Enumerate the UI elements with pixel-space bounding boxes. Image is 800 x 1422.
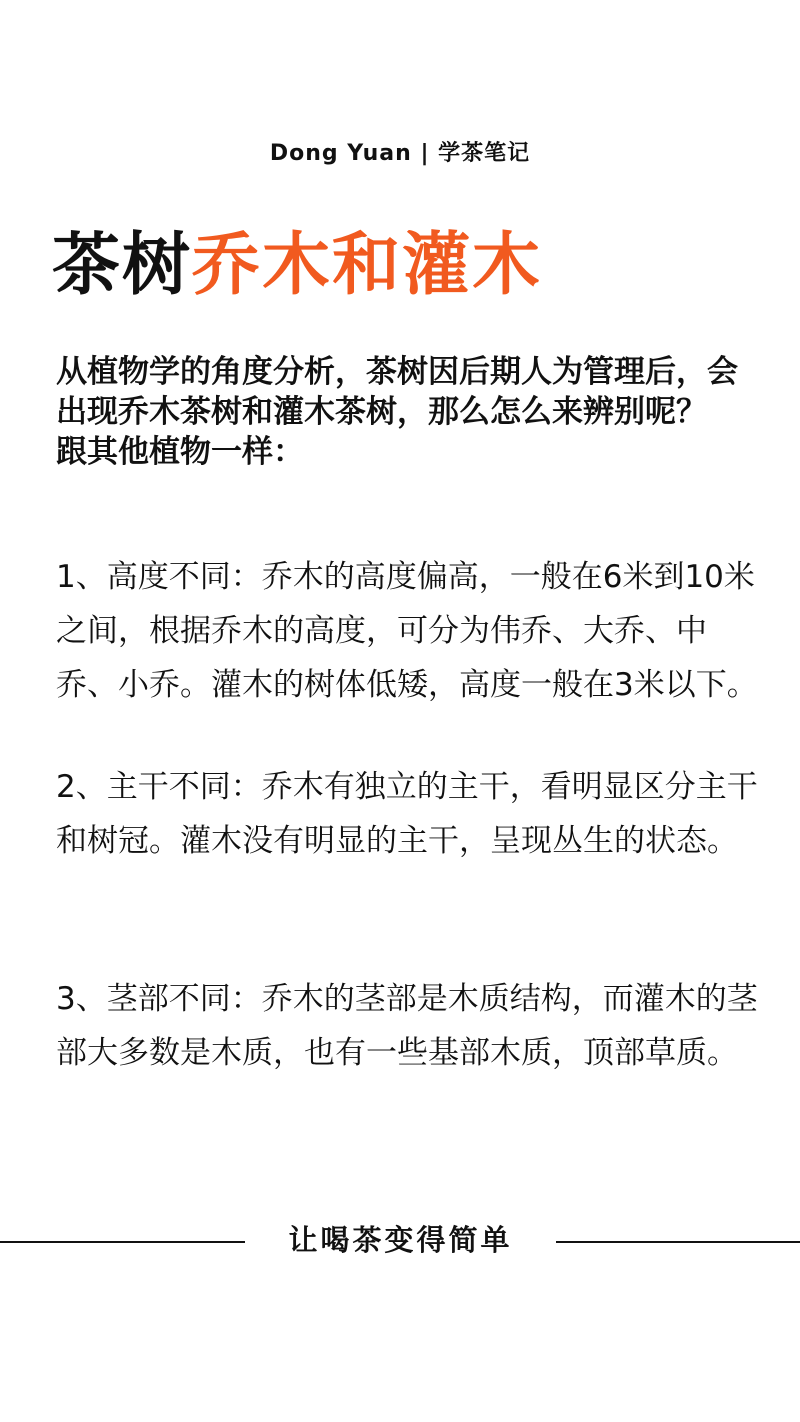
intro-paragraph [56,352,768,472]
intro-question: 从植物学的角度分析，茶树因后期人为管理后，会出现乔木茶树和灌木茶树，那么怎么来辨别呢？ [56,354,738,430]
footer-divider-left [0,1241,245,1243]
title-black-part: 茶树 [52,226,193,305]
footer-slogan: 让喝茶变得简单 [288,1223,513,1257]
title-orange-part: 乔木和灌木 [192,226,543,305]
page-title [52,226,542,306]
footer-divider-right [556,1241,800,1243]
point-height: 1、高度不同：乔木的高度偏高，一般在6米到10米之间，根据乔木的高度，可分为伟乔、大乔、中乔、小乔。灌木的树体低矮，高度一般在3米以下。 [56,559,758,703]
brand-header: Dong Yuan | 学茶笔记 [269,141,531,166]
point-trunk: 2、主干不同：乔木有独立的主干，看明显区分主干和树冠。灌木没有明显的主干，呈现丛生的状态。 [56,769,758,859]
intro-lead: 跟其他植物一样： [56,434,304,470]
point-stem: 3、茎部不同：乔木的茎部是木质结构，而灌木的茎部大多数是木质，也有一些基部木质，顶部草质。 [56,981,758,1071]
footer [0,1218,800,1262]
